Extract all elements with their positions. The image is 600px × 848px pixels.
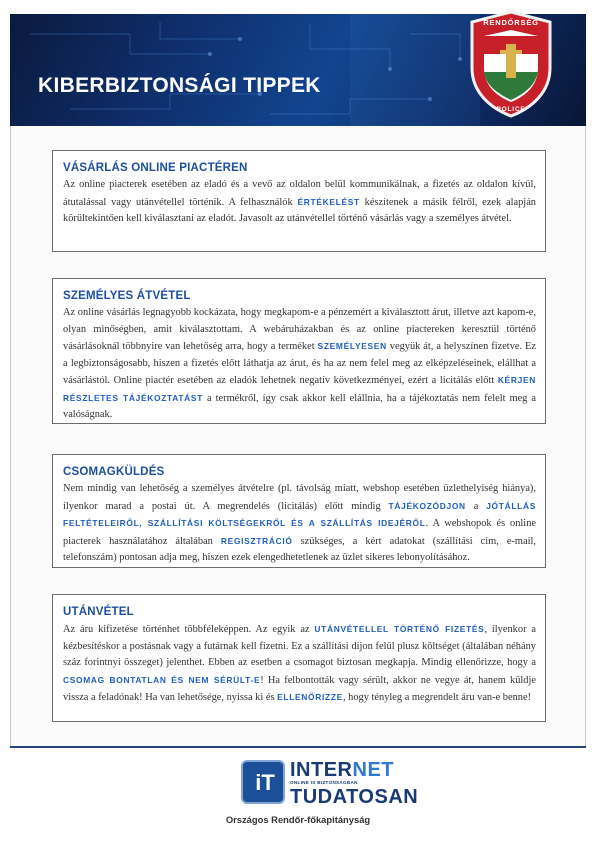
highlight: JÓTÁLLÁS FELTÉTELEIRŐL, SZÁLLÍTÁSI KÖLTSÉGEKRŐL ÉS A SZÁLLÍTÁS IDEJÉRŐL bbox=[63, 500, 536, 528]
section-title: VÁSÁRLÁS ONLINE PIACTÉREN bbox=[63, 162, 248, 174]
highlight: KÉRJEN RÉSZLETES TÁJÉKOZTATÁST bbox=[63, 375, 536, 403]
footer bbox=[10, 746, 586, 838]
section-cash-on-delivery bbox=[52, 594, 546, 722]
section-title: UTÁNVÉTEL bbox=[63, 606, 134, 618]
section-text: Az online vásárlás legnagyobb kockázata, hogy megkapom-e a pénzemért a kiválasztott árut, illetve azt kapom-e, olyan minőségben, amit kiválasztottam. A webáruházakban és az online piactereken keresztül történő vásárlásoknál többnyire van lehetőség arra, hogy a terméket SZEMÉLYESEN vegyük át, a helyszínen fizetve. Ez a legbiztonságosabb, hiszen a fizetés előtt láthatja az árut, és ha az nem felel meg az elképzeléseinek, elállhat a vásárlástól. Online piactér esetében az eladók lehetnek negatív következményei, ezért a licitálás előtt KÉRJEN RÉSZLETES TÁJÉKOZTATÁST a termékről, így csak akkor kell elállnia, ha a tájékoztatás nem felelt meg a valóságnak. bbox=[63, 307, 536, 420]
badge-top-text: RENDŐRSÉG bbox=[483, 18, 539, 27]
section-title: SZEMÉLYES ÁTVÉTEL bbox=[63, 290, 191, 302]
highlight: ELLENŐRIZZE bbox=[277, 692, 343, 702]
section-text: Az áru kifizetése történhet többféleképpen. Az egyik az UTÁNVÉTELLEL TÖRTÉNŐ FIZETÉS, ilyenkor a kézbesítéskor a postásnak vagy a futárnak kell fizetni. Ez a szállítási díjon felül plusz költséget (általában néhány száz forintnyi összeget) jelenthet. Ebben az esetben a csomagot biztosan megkapja. Mindig ellenőrizze, hogy a CSOMAG BONTATLAN ÉS NEM SÉRÜLT-E! Ha felbontották vagy sérült, akkor ne vegye át, hanem küldje vissza a feladónak! Ha van lehetősége, nyissa ki és ELLENŐRIZZE, hogy tényleg a megrendelt áru van-e benne! bbox=[63, 624, 536, 703]
highlight: REGISZTRÁCIÓ bbox=[220, 535, 293, 546]
police-badge-icon bbox=[468, 10, 554, 118]
section-text: Az online piacterek esetében az eladó és a vevő az oldalon belül kommunikálnak, a fizetés az oldalon kívül, átutalással vagy utánvétellel történik. A felhasználók ÉRTÉKELÉST készítenek a másik félről, ezek alapján körültekintően kell kiválasztani az eladót. Javasolt az utánvétellel történő vásárlás vagy a személyes átvétel. bbox=[63, 179, 536, 224]
highlight: SZEMÉLYESEN bbox=[317, 341, 387, 351]
section-personal-pickup bbox=[52, 278, 546, 424]
highlight: UTÁNVÉTELLEL TÖRTÉNŐ FIZETÉS bbox=[314, 624, 485, 634]
organization-name: Országos Rendőr-főkapitányság bbox=[225, 814, 371, 825]
section-text: Nem mindig van lehetőség a személyes átvételre (pl. távolság miatt, webshop esetében üzlethelyiség hiánya), ilyenkor marad a postai út. A megrendelés (licitálás) előtt mindig TÁJÉKOZÓDJON a JÓTÁLLÁS FELTÉTELEIRŐL, SZÁLLÍTÁSI KÖLTSÉGEKRŐL ÉS A SZÁLLÍTÁS IDEJÉRŐL. A webshopok és online piacterek használatához általában REGISZTRÁCIÓ szükséges, a kért adatokat (szállítási cím, e-mail, telefonszám) pontosan adja meg, hiszen ezek elengedhetetlenek az üzlet sikeres lebonyolításához. bbox=[63, 483, 536, 563]
internet-tudatosan-logo: INTERNET ONLINE IS BIZTONSÁGBAN TUDATOSAN bbox=[290, 759, 419, 808]
highlight: CSOMAG BONTATLAN ÉS NEM SÉRÜLT-E bbox=[63, 674, 261, 685]
highlight: TÁJÉKOZÓDJON bbox=[388, 500, 466, 511]
highlight: ÉRTÉKELÉST bbox=[297, 196, 360, 207]
section-title: CSOMAGKÜLDÉS bbox=[63, 466, 165, 478]
badge-bottom-text: POLICE bbox=[496, 106, 526, 113]
section-parcel-delivery bbox=[52, 454, 546, 568]
page-title: KIBERBIZTONSÁGI TIPPEK bbox=[38, 74, 321, 97]
it-logo-icon: iT bbox=[241, 760, 285, 804]
section-marketplace bbox=[52, 150, 546, 252]
